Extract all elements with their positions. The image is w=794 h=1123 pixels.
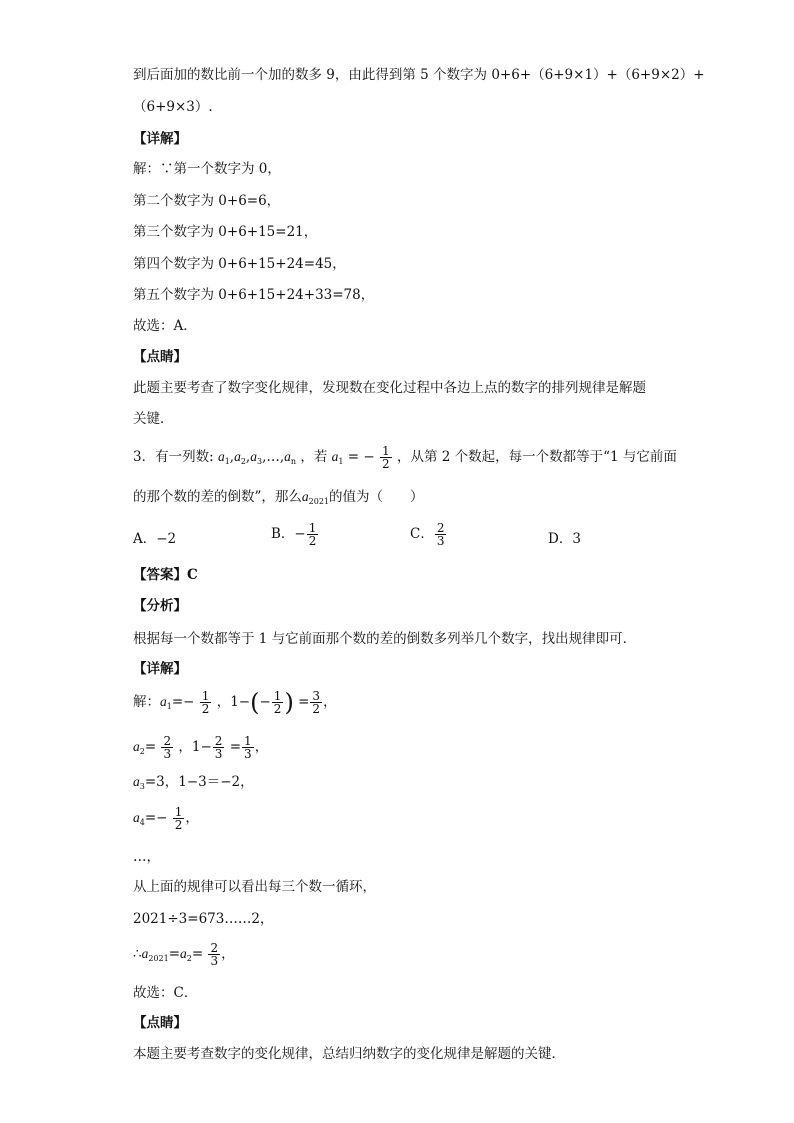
q3-cond-var: a	[331, 449, 339, 464]
q3-s8-lead: ∴	[133, 946, 142, 962]
option-c	[410, 522, 447, 547]
option-b-fraction	[307, 522, 319, 547]
q3-s4-f-num: 1	[174, 805, 183, 819]
q3-comment-heading: 【点睛】	[133, 1015, 187, 1031]
option-b-label: B．	[271, 526, 295, 542]
q3-s1-frac-3	[310, 690, 322, 715]
q3-s8-var-2: a	[180, 946, 187, 961]
q3-step-7: 2021÷3=673……2，	[133, 911, 274, 927]
q3-target-sub: 2021	[308, 497, 330, 506]
q2-detail-heading: 【详解】	[133, 131, 187, 147]
q3-seq-var-n: a	[284, 449, 291, 464]
q3-step-5: …，	[133, 849, 160, 865]
q3-step-2	[133, 735, 268, 761]
q3-step-9: 故选：C．	[133, 985, 198, 1001]
q2-step-4: 第四个数字为 0+6+15+24=45，	[133, 256, 346, 272]
q3-s8-frac	[208, 942, 220, 967]
q2-comment-heading: 【点睛】	[133, 349, 187, 365]
intro-line-2: （6+9×3）.	[133, 99, 213, 115]
q3-s8-eq2: =	[191, 946, 204, 962]
option-b-den: 2	[308, 534, 317, 548]
q3-cond-frac-num: 1	[382, 444, 390, 458]
q3-seq-comma-2: ,	[245, 449, 251, 465]
q3-s4-f-den: 2	[174, 818, 183, 832]
q3-seq-var-3: a	[250, 449, 257, 464]
q3-stem-line2-a: 的那个数的差的倒数”，那么	[133, 489, 302, 505]
q3-seq-comma-3: ,	[262, 449, 267, 465]
q3-seq-sub-n: n	[290, 457, 297, 466]
q3-s2-eq: =	[144, 739, 157, 755]
option-d-label: D．	[548, 531, 573, 547]
option-a	[133, 530, 176, 548]
q3-s4-eq: =−	[144, 810, 168, 826]
q2-step-5: 第五个数字为 0+6+15+24+33=78，	[133, 287, 375, 303]
q3-s1-f2-num: 1	[273, 689, 282, 703]
q3-s2-sub: 2	[139, 747, 145, 756]
q3-seq-sub-1: 1	[224, 457, 230, 466]
q3-s1-eq2: =	[298, 694, 310, 710]
q3-step-4	[133, 806, 199, 832]
option-c-den: 3	[436, 534, 445, 548]
q3-s8-f-num: 2	[210, 941, 219, 955]
q3-seq-sub-3: 3	[256, 457, 263, 466]
q3-seq-sub-2: 2	[240, 457, 246, 466]
q3-s4-end: ，	[185, 810, 199, 826]
q3-seq-ellipsis: …	[266, 449, 280, 465]
q3-s1-f3-den: 2	[312, 702, 321, 716]
q3-s2-var: a	[133, 739, 140, 754]
q3-s1-f1-num: 1	[201, 689, 210, 703]
option-d	[548, 530, 581, 548]
q3-s3-sub: 3	[139, 782, 145, 791]
q3-stem-line-1	[133, 445, 677, 471]
q3-cond-frac-den: 2	[382, 457, 390, 471]
intro-line-1: 到后面加的数比前一个加的数多 9，由此得到第 5 个数字为 0+6+（6+9×1）+（6+9×2）+	[133, 67, 705, 83]
q2-comment-line-2: 关键．	[133, 411, 174, 427]
q3-stem-mid: ，从第 2 个数起，每一个数都等于“1 与它前面	[396, 449, 677, 465]
q3-s2-frac-2	[213, 735, 225, 760]
option-b	[271, 522, 319, 547]
q3-s3-var: a	[133, 774, 140, 789]
q3-s1-var: a	[160, 694, 167, 709]
q3-target-var: a	[301, 489, 309, 504]
q3-s4-var: a	[133, 810, 140, 825]
q3-s1-frac-2	[272, 690, 284, 715]
q3-s2-frac-3	[242, 735, 254, 760]
q3-s8-end: ，	[221, 946, 235, 962]
q3-answer: 【答案】C	[133, 567, 198, 583]
q3-s1-paren-close: )	[284, 688, 294, 717]
q3-s8-sub-2: 2	[186, 954, 192, 963]
q3-detail-heading: 【详解】	[133, 661, 187, 677]
q3-analysis: 根据每一个数都等于 1 与它前面那个数的差的倒数多列举几个数字，找出规律即可．	[133, 631, 637, 647]
q3-analysis-heading: 【分析】	[133, 598, 187, 614]
q3-s2-eq2: =	[229, 739, 242, 755]
q3-s2-frac-1	[161, 735, 173, 760]
q3-s1-mid: ，1−	[216, 694, 251, 710]
q3-seq-comma-4: ,	[279, 449, 285, 465]
option-c-label: C．	[410, 526, 434, 542]
option-b-num: 1	[308, 521, 317, 535]
q3-s8-f-den: 3	[210, 954, 219, 968]
q3-seq-var-2: a	[234, 449, 241, 464]
q2-step-1: 解：∵第一个数字为 0，	[133, 161, 281, 177]
q3-s1-f2-den: 2	[273, 702, 282, 716]
q3-s2-f1-den: 3	[163, 747, 172, 761]
q3-stem-line-2	[133, 488, 424, 511]
q3-s8-eq: =	[168, 946, 181, 962]
q3-s4-frac	[173, 806, 185, 831]
q3-step-8	[133, 942, 235, 968]
q3-s1-f1-den: 2	[201, 702, 210, 716]
option-a-label: A．	[133, 531, 157, 547]
q3-s1-eq: =−	[171, 694, 195, 710]
q3-step-3	[133, 773, 254, 796]
q3-s1-sub: 1	[166, 702, 172, 711]
q3-s1-lead: 解：	[133, 694, 160, 710]
q3-cond-eq: = −	[347, 449, 375, 465]
q3-cond-fraction	[380, 445, 392, 470]
q3-s2-f2-num: 2	[214, 734, 223, 748]
q3-s1-end: ，	[323, 694, 337, 710]
option-c-num: 2	[436, 521, 445, 535]
q3-s2-f1-num: 2	[163, 734, 172, 748]
q3-s4-sub: 4	[139, 818, 145, 827]
q3-step-6: 从上面的规律可以看出每三个数一循环，	[133, 879, 376, 895]
option-b-sign: −	[294, 526, 306, 542]
q3-s8-var-1: a	[141, 946, 149, 961]
option-c-fraction	[435, 522, 447, 547]
q2-step-6: 故选：A．	[133, 318, 197, 334]
q3-cond-sub: 1	[338, 457, 344, 466]
q2-step-3: 第三个数字为 0+6+15=21，	[133, 224, 318, 240]
q2-step-2: 第二个数字为 0+6=6，	[133, 193, 281, 209]
q3-s8-sub-1: 2021	[148, 954, 169, 963]
q3-comment: 本题主要考查数字的变化规律，总结归纳数字的变化规律是解题的关键．	[133, 1046, 565, 1062]
q3-seq-comma-1: ,	[229, 449, 235, 465]
q3-s2-f3-den: 3	[244, 747, 252, 761]
q3-s1-frac-1	[200, 690, 212, 715]
q3-seq-var-1: a	[217, 449, 225, 464]
q3-s2-f3-num: 1	[244, 734, 252, 748]
q3-s3-text: =3，1−3＝−2，	[144, 774, 254, 790]
option-d-value: 3	[572, 531, 581, 547]
q3-stem-line2-b: 的值为（ ）	[329, 489, 424, 505]
q3-s2-mid: ，1−	[178, 739, 212, 755]
q3-stem-if: ，若	[300, 449, 328, 465]
q3-s1-minus: −	[259, 694, 271, 710]
q3-step-1	[133, 690, 337, 716]
q3-s1-paren-open: (	[250, 688, 260, 717]
option-a-value: −2	[156, 531, 177, 547]
q2-comment-line-1: 此题主要考查了数字变化规律，发现数在变化过程中各边上点的数字的排列规律是解题	[133, 380, 646, 396]
q3-s2-f2-den: 3	[214, 747, 223, 761]
q3-s1-f3-num: 3	[312, 689, 321, 703]
q3-stem-prefix: 3．有一列数:	[133, 449, 214, 465]
q3-s2-end: ，	[254, 739, 269, 755]
